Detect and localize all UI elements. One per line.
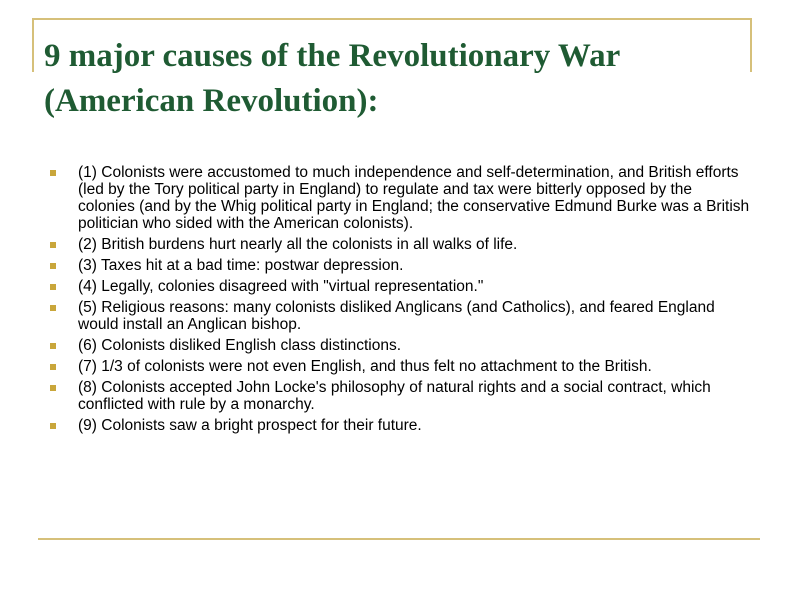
bullet-text: (1) Colonists were accustomed to much independence and self-determination, and British efforts (led by the Tory political party in England) to regulate and tax were bitterly opposed by the colonies (and by the Whig political party in England; the conservative Edmund Burke was a British politician who sided with the American colonists). — [78, 164, 750, 232]
square-bullet-icon — [50, 343, 56, 349]
square-bullet-icon — [50, 242, 56, 248]
bullet-text: (3) Taxes hit at a bad time: postwar depression. — [78, 257, 404, 274]
slide-title: 9 major causes of the Revolutionary War (American Revolution): — [44, 38, 620, 119]
bullet-text: (6) Colonists disliked English class distinctions. — [78, 337, 402, 354]
list-item — [50, 358, 750, 375]
bullet-text: (4) Legally, colonies disagreed with "virtual representation." — [78, 278, 484, 295]
bullet-text: (5) Religious reasons: many colonists disliked Anglicans (and Catholics), and feared England would install an Anglican bishop. — [78, 299, 715, 333]
square-bullet-icon — [50, 170, 56, 176]
list-item — [50, 164, 750, 232]
bullet-text: (9) Colonists saw a bright prospect for their future. — [78, 417, 422, 434]
square-bullet-icon — [50, 385, 56, 391]
frame-right-line — [750, 18, 752, 72]
square-bullet-icon — [50, 263, 56, 269]
frame-top-line — [32, 18, 752, 20]
list-item — [50, 417, 750, 434]
bullet-list — [50, 164, 750, 438]
list-item — [50, 299, 750, 333]
list-item — [50, 337, 750, 354]
list-item — [50, 278, 750, 295]
bullet-text: (2) British burdens hurt nearly all the colonists in all walks of life. — [78, 236, 518, 253]
square-bullet-icon — [50, 305, 56, 311]
list-item — [50, 236, 750, 253]
bullet-text: (7) 1/3 of colonists were not even English, and thus felt no attachment to the British. — [78, 358, 652, 375]
square-bullet-icon — [50, 364, 56, 370]
bullet-text: (8) Colonists accepted John Locke's philosophy of natural rights and a social contract, which conflicted with rule by a monarchy. — [78, 379, 711, 413]
list-item — [50, 257, 750, 274]
square-bullet-icon — [50, 423, 56, 429]
square-bullet-icon — [50, 284, 56, 290]
frame-left-line — [32, 18, 34, 72]
list-item — [50, 379, 750, 413]
frame-bottom-line — [38, 538, 760, 540]
